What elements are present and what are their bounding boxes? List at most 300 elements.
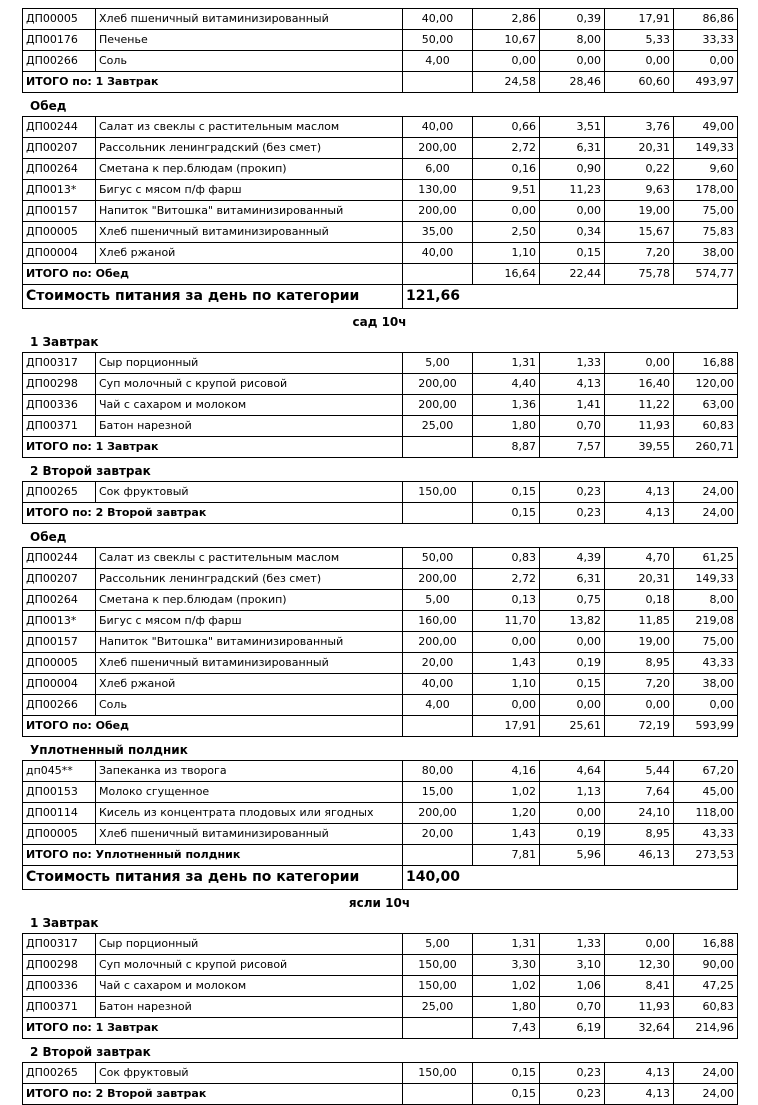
item-value: 10,67	[473, 30, 540, 51]
item-name: Хлеб пшеничный витаминизированный	[96, 222, 403, 243]
item-value: 0,83	[473, 548, 540, 569]
total-value: 0,15	[473, 1084, 540, 1105]
item-value: 0,23	[540, 482, 605, 503]
item-name: Напиток "Витошка" витаминизированный	[96, 632, 403, 653]
item-value: 11,93	[605, 416, 674, 437]
item-value: 38,00	[674, 243, 738, 264]
table-row	[23, 180, 738, 201]
item-value: 1,02	[473, 782, 540, 803]
item-name: Батон нарезной	[96, 416, 403, 437]
total-value: 4,13	[605, 1084, 674, 1105]
item-value: 0,70	[540, 416, 605, 437]
item-code: ДП00114	[23, 803, 96, 824]
item-name: Чай с сахаром и молоком	[96, 976, 403, 997]
menu-table	[22, 481, 738, 524]
item-value: 11,22	[605, 395, 674, 416]
item-value: 13,82	[540, 611, 605, 632]
item-qty: 5,00	[403, 590, 473, 611]
item-name: Молоко сгущенное	[96, 782, 403, 803]
item-qty: 150,00	[403, 976, 473, 997]
item-code: ДП0013*	[23, 180, 96, 201]
total-label: ИТОГО по: Обед	[23, 716, 403, 737]
total-value: 4,13	[605, 503, 674, 524]
total-label: ИТОГО по: 1 Завтрак	[23, 72, 403, 93]
item-value: 16,88	[674, 353, 738, 374]
total-value: 24,00	[674, 503, 738, 524]
cost-value: 121,66	[403, 285, 738, 309]
item-name: Напиток "Витошка" витаминизированный	[96, 201, 403, 222]
item-code: ДП00317	[23, 353, 96, 374]
table-row	[23, 997, 738, 1018]
item-qty: 5,00	[403, 353, 473, 374]
item-value: 0,70	[540, 997, 605, 1018]
item-value: 8,00	[540, 30, 605, 51]
total-value: 7,43	[473, 1018, 540, 1039]
item-value: 1,02	[473, 976, 540, 997]
cost-value: 140,00	[403, 866, 738, 890]
item-qty: 15,00	[403, 782, 473, 803]
item-code: ДП00264	[23, 159, 96, 180]
total-value: 25,61	[540, 716, 605, 737]
total-qty-empty	[403, 264, 473, 285]
item-value: 0,00	[473, 695, 540, 716]
item-qty: 150,00	[403, 1063, 473, 1084]
item-value: 0,00	[605, 934, 674, 955]
item-value: 60,83	[674, 416, 738, 437]
item-name: Хлеб пшеничный витаминизированный	[96, 9, 403, 30]
item-code: ДП00266	[23, 695, 96, 716]
meal-header: Уплотненный полдник	[30, 743, 188, 757]
item-code: ДП00298	[23, 374, 96, 395]
item-value: 16,88	[674, 934, 738, 955]
category-header: ясли 10ч	[348, 896, 411, 910]
item-value: 149,33	[674, 138, 738, 159]
item-value: 20,31	[605, 569, 674, 590]
table-row	[23, 782, 738, 803]
total-value: 0,23	[540, 503, 605, 524]
item-value: 5,33	[605, 30, 674, 51]
total-value: 7,81	[473, 845, 540, 866]
item-value: 0,00	[540, 201, 605, 222]
total-value: 7,57	[540, 437, 605, 458]
item-value: 1,10	[473, 243, 540, 264]
item-code: ДП00371	[23, 416, 96, 437]
total-value: 0,15	[473, 503, 540, 524]
item-value: 0,15	[473, 1063, 540, 1084]
item-value: 67,20	[674, 761, 738, 782]
item-value: 0,23	[540, 1063, 605, 1084]
meal-header: Обед	[30, 99, 67, 113]
table-row	[23, 159, 738, 180]
item-value: 0,90	[540, 159, 605, 180]
item-value: 0,19	[540, 653, 605, 674]
category-header: сад 10ч	[352, 315, 407, 329]
item-code: ДП00244	[23, 117, 96, 138]
item-value: 0,16	[473, 159, 540, 180]
item-value: 11,85	[605, 611, 674, 632]
item-value: 4,13	[605, 482, 674, 503]
item-name: Соль	[96, 695, 403, 716]
total-row	[23, 1084, 738, 1105]
table-row	[23, 482, 738, 503]
item-code: ДП00005	[23, 824, 96, 845]
item-qty: 4,00	[403, 695, 473, 716]
item-value: 0,00	[473, 51, 540, 72]
item-name: Сок фруктовый	[96, 482, 403, 503]
item-name: Сыр порционный	[96, 353, 403, 374]
item-value: 2,72	[473, 138, 540, 159]
item-code: ДП00317	[23, 934, 96, 955]
meal-header: 1 Завтрак	[30, 335, 99, 349]
item-name: Хлеб ржаной	[96, 243, 403, 264]
table-row	[23, 824, 738, 845]
item-code: ДП00264	[23, 590, 96, 611]
item-value: 0,15	[540, 243, 605, 264]
item-value: 219,08	[674, 611, 738, 632]
item-value: 9,51	[473, 180, 540, 201]
item-value: 19,00	[605, 632, 674, 653]
item-value: 7,20	[605, 674, 674, 695]
item-value: 16,40	[605, 374, 674, 395]
item-code: ДП00298	[23, 955, 96, 976]
table-row	[23, 138, 738, 159]
item-qty: 20,00	[403, 824, 473, 845]
item-name: Бигус с мясом п/ф фарш	[96, 611, 403, 632]
total-value: 75,78	[605, 264, 674, 285]
item-name: Сыр порционный	[96, 934, 403, 955]
total-qty-empty	[403, 503, 473, 524]
item-value: 4,13	[540, 374, 605, 395]
table-row	[23, 51, 738, 72]
table-row	[23, 374, 738, 395]
item-value: 4,40	[473, 374, 540, 395]
item-value: 0,18	[605, 590, 674, 611]
meal-header: 1 Завтрак	[30, 916, 99, 930]
item-name: Рассольник ленинградский (без смет)	[96, 138, 403, 159]
table-row	[23, 30, 738, 51]
total-label: ИТОГО по: Уплотненный полдник	[23, 845, 403, 866]
item-value: 61,25	[674, 548, 738, 569]
item-value: 90,00	[674, 955, 738, 976]
total-value: 28,46	[540, 72, 605, 93]
item-name: Суп молочный с крупой рисовой	[96, 955, 403, 976]
table-row	[23, 201, 738, 222]
item-qty: 200,00	[403, 201, 473, 222]
table-row	[23, 395, 738, 416]
total-row	[23, 264, 738, 285]
item-value: 2,50	[473, 222, 540, 243]
item-value: 9,63	[605, 180, 674, 201]
item-value: 8,41	[605, 976, 674, 997]
item-value: 149,33	[674, 569, 738, 590]
item-value: 4,13	[605, 1063, 674, 1084]
item-qty: 80,00	[403, 761, 473, 782]
item-code: ДП00265	[23, 482, 96, 503]
total-value: 5,96	[540, 845, 605, 866]
item-value: 0,00	[674, 695, 738, 716]
cost-row	[23, 866, 738, 890]
item-value: 6,31	[540, 138, 605, 159]
item-name: Запеканка из творога	[96, 761, 403, 782]
cost-label: Стоимость питания за день по категории	[23, 285, 403, 309]
table-row	[23, 761, 738, 782]
item-qty: 50,00	[403, 30, 473, 51]
item-code: дп045**	[23, 761, 96, 782]
table-row	[23, 590, 738, 611]
meal-header: Обед	[30, 530, 67, 544]
item-qty: 25,00	[403, 997, 473, 1018]
item-value: 43,33	[674, 824, 738, 845]
total-row	[23, 437, 738, 458]
total-value: 260,71	[674, 437, 738, 458]
item-value: 1,20	[473, 803, 540, 824]
item-code: ДП00005	[23, 9, 96, 30]
item-value: 11,70	[473, 611, 540, 632]
item-value: 1,80	[473, 997, 540, 1018]
item-value: 11,93	[605, 997, 674, 1018]
item-code: ДП00336	[23, 976, 96, 997]
total-value: 16,64	[473, 264, 540, 285]
item-name: Батон нарезной	[96, 997, 403, 1018]
item-code: ДП00004	[23, 243, 96, 264]
item-value: 1,80	[473, 416, 540, 437]
item-value: 8,95	[605, 824, 674, 845]
meal-header: 2 Второй завтрак	[30, 464, 151, 478]
item-value: 0,66	[473, 117, 540, 138]
item-value: 4,64	[540, 761, 605, 782]
item-name: Сметана к пер.блюдам (прокип)	[96, 590, 403, 611]
table-row	[23, 548, 738, 569]
item-value: 0,00	[605, 51, 674, 72]
table-row	[23, 653, 738, 674]
item-name: Суп молочный с крупой рисовой	[96, 374, 403, 395]
item-value: 1,10	[473, 674, 540, 695]
item-qty: 200,00	[403, 138, 473, 159]
item-qty: 40,00	[403, 243, 473, 264]
total-value: 574,77	[674, 264, 738, 285]
item-qty: 150,00	[403, 482, 473, 503]
total-value: 273,53	[674, 845, 738, 866]
table-row	[23, 611, 738, 632]
item-value: 63,00	[674, 395, 738, 416]
item-value: 1,41	[540, 395, 605, 416]
table-row	[23, 416, 738, 437]
item-qty: 200,00	[403, 395, 473, 416]
item-value: 86,86	[674, 9, 738, 30]
item-value: 24,10	[605, 803, 674, 824]
item-name: Салат из свеклы с растительным маслом	[96, 117, 403, 138]
item-name: Кисель из концентрата плодовых или ягодных	[96, 803, 403, 824]
item-qty: 20,00	[403, 653, 473, 674]
total-qty-empty	[403, 72, 473, 93]
item-value: 2,86	[473, 9, 540, 30]
total-value: 593,99	[674, 716, 738, 737]
item-value: 12,30	[605, 955, 674, 976]
total-value: 17,91	[473, 716, 540, 737]
cost-row	[23, 285, 738, 309]
item-code: ДП00207	[23, 569, 96, 590]
table-row	[23, 695, 738, 716]
total-value: 32,64	[605, 1018, 674, 1039]
item-value: 45,00	[674, 782, 738, 803]
item-value: 3,76	[605, 117, 674, 138]
item-value: 1,06	[540, 976, 605, 997]
table-row	[23, 976, 738, 997]
item-code: ДП00336	[23, 395, 96, 416]
table-row	[23, 9, 738, 30]
item-code: ДП00153	[23, 782, 96, 803]
item-code: ДП00266	[23, 51, 96, 72]
item-value: 3,10	[540, 955, 605, 976]
total-qty-empty	[403, 437, 473, 458]
menu-table	[22, 352, 738, 458]
item-value: 43,33	[674, 653, 738, 674]
item-value: 4,39	[540, 548, 605, 569]
item-qty: 50,00	[403, 548, 473, 569]
total-label: ИТОГО по: 1 Завтрак	[23, 437, 403, 458]
item-value: 9,60	[674, 159, 738, 180]
total-qty-empty	[403, 1018, 473, 1039]
item-qty: 40,00	[403, 674, 473, 695]
total-label: ИТОГО по: 2 Второй завтрак	[23, 1084, 403, 1105]
item-value: 0,19	[540, 824, 605, 845]
item-name: Чай с сахаром и молоком	[96, 395, 403, 416]
table-row	[23, 117, 738, 138]
total-row	[23, 845, 738, 866]
item-code: ДП00157	[23, 201, 96, 222]
total-row	[23, 1018, 738, 1039]
total-row	[23, 503, 738, 524]
total-value: 493,97	[674, 72, 738, 93]
item-name: Сок фруктовый	[96, 1063, 403, 1084]
item-name: Рассольник ленинградский (без смет)	[96, 569, 403, 590]
item-value: 8,95	[605, 653, 674, 674]
table-row	[23, 243, 738, 264]
item-value: 0,00	[605, 353, 674, 374]
item-value: 20,31	[605, 138, 674, 159]
item-qty: 40,00	[403, 117, 473, 138]
item-name: Бигус с мясом п/ф фарш	[96, 180, 403, 201]
item-value: 47,25	[674, 976, 738, 997]
item-value: 0,13	[473, 590, 540, 611]
total-value: 39,55	[605, 437, 674, 458]
item-value: 5,44	[605, 761, 674, 782]
item-value: 0,00	[605, 695, 674, 716]
item-qty: 130,00	[403, 180, 473, 201]
item-qty: 25,00	[403, 416, 473, 437]
item-qty: 5,00	[403, 934, 473, 955]
item-value: 24,00	[674, 482, 738, 503]
item-code: ДП00005	[23, 222, 96, 243]
item-qty: 200,00	[403, 803, 473, 824]
table-row	[23, 955, 738, 976]
menu-table	[22, 547, 738, 737]
item-qty: 40,00	[403, 9, 473, 30]
item-value: 24,00	[674, 1063, 738, 1084]
item-code: ДП00176	[23, 30, 96, 51]
item-qty: 4,00	[403, 51, 473, 72]
total-value: 72,19	[605, 716, 674, 737]
item-value: 3,30	[473, 955, 540, 976]
item-value: 19,00	[605, 201, 674, 222]
item-value: 0,00	[540, 695, 605, 716]
item-value: 7,64	[605, 782, 674, 803]
item-value: 0,75	[540, 590, 605, 611]
item-value: 1,43	[473, 824, 540, 845]
item-value: 0,00	[540, 632, 605, 653]
item-code: ДП00157	[23, 632, 96, 653]
menu-table	[22, 116, 738, 309]
item-name: Хлеб пшеничный витаминизированный	[96, 824, 403, 845]
item-value: 0,39	[540, 9, 605, 30]
table-row	[23, 803, 738, 824]
item-value: 0,00	[473, 632, 540, 653]
total-row	[23, 72, 738, 93]
item-value: 17,91	[605, 9, 674, 30]
item-value: 8,00	[674, 590, 738, 611]
total-value: 22,44	[540, 264, 605, 285]
item-code: ДП00005	[23, 653, 96, 674]
table-row	[23, 569, 738, 590]
total-row	[23, 716, 738, 737]
item-qty: 200,00	[403, 569, 473, 590]
item-code: ДП0013*	[23, 611, 96, 632]
item-qty: 35,00	[403, 222, 473, 243]
total-qty-empty	[403, 845, 473, 866]
table-row	[23, 353, 738, 374]
menu-table	[22, 8, 738, 93]
item-value: 1,31	[473, 353, 540, 374]
cost-label: Стоимость питания за день по категории	[23, 866, 403, 890]
table-row	[23, 632, 738, 653]
table-row	[23, 934, 738, 955]
item-code: ДП00265	[23, 1063, 96, 1084]
item-value: 75,00	[674, 632, 738, 653]
item-code: ДП00207	[23, 138, 96, 159]
item-value: 4,16	[473, 761, 540, 782]
total-value: 60,60	[605, 72, 674, 93]
item-value: 0,00	[674, 51, 738, 72]
total-value: 8,87	[473, 437, 540, 458]
total-value: 24,58	[473, 72, 540, 93]
item-qty: 200,00	[403, 632, 473, 653]
item-value: 7,20	[605, 243, 674, 264]
item-value: 75,83	[674, 222, 738, 243]
item-value: 6,31	[540, 569, 605, 590]
total-value: 24,00	[674, 1084, 738, 1105]
meal-header: 2 Второй завтрак	[30, 1045, 151, 1059]
total-label: ИТОГО по: 2 Второй завтрак	[23, 503, 403, 524]
item-value: 0,15	[540, 674, 605, 695]
item-value: 0,00	[540, 803, 605, 824]
item-value: 33,33	[674, 30, 738, 51]
item-value: 0,00	[540, 51, 605, 72]
item-name: Сметана к пер.блюдам (прокип)	[96, 159, 403, 180]
item-value: 60,83	[674, 997, 738, 1018]
item-value: 49,00	[674, 117, 738, 138]
item-value: 1,13	[540, 782, 605, 803]
table-row	[23, 1063, 738, 1084]
total-value: 214,96	[674, 1018, 738, 1039]
item-value: 118,00	[674, 803, 738, 824]
item-name: Соль	[96, 51, 403, 72]
item-value: 1,33	[540, 934, 605, 955]
item-value: 1,33	[540, 353, 605, 374]
item-value: 1,36	[473, 395, 540, 416]
total-label: ИТОГО по: Обед	[23, 264, 403, 285]
item-qty: 160,00	[403, 611, 473, 632]
item-value: 15,67	[605, 222, 674, 243]
